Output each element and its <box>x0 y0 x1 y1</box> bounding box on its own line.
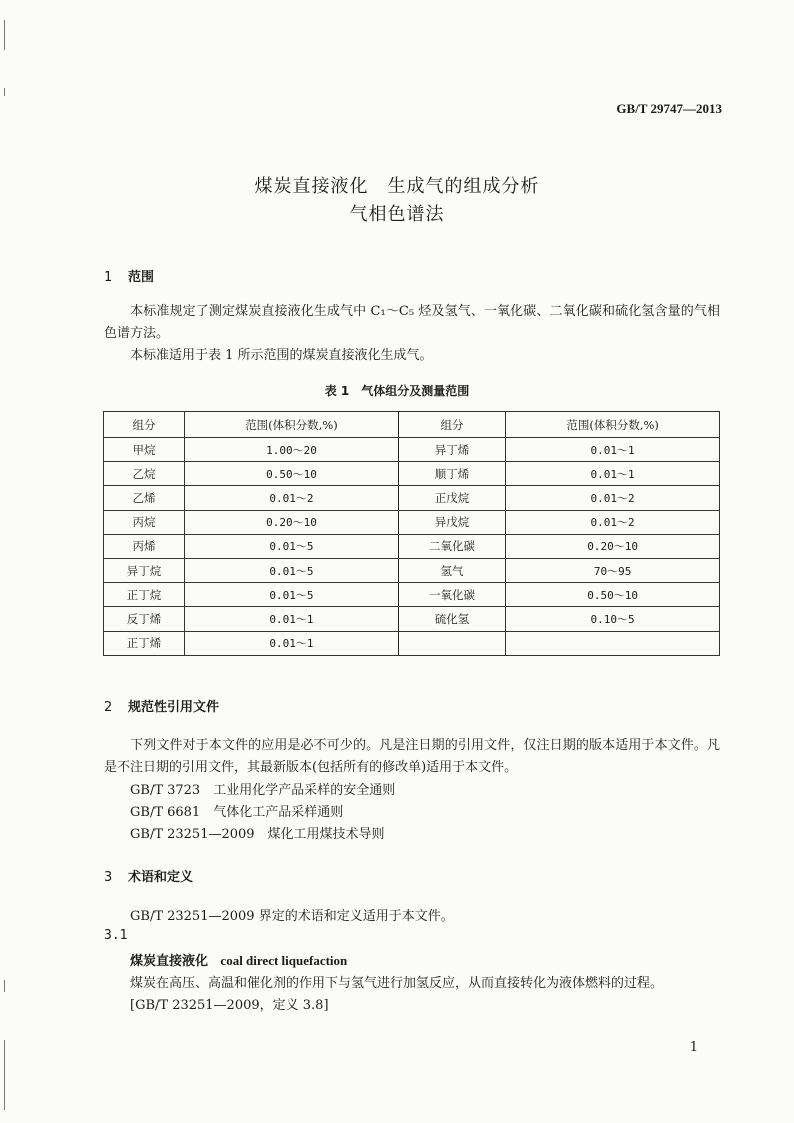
table-cell: 0.01～2 <box>506 486 720 510</box>
column-header: 范围(体积分数,%) <box>185 412 399 438</box>
term-definition: 煤炭在高压、高温和催化剂的作用下与氢气进行加氢反应，从而直接转化为液体燃料的过程。 <box>130 976 664 991</box>
table-cell: 正丁烯 <box>104 631 185 655</box>
table-cell: 0.01～5 <box>185 534 399 558</box>
section-number: 2 <box>104 700 113 715</box>
gas-composition-table <box>103 411 720 656</box>
table-row <box>104 462 720 486</box>
table-cell: 乙烯 <box>104 486 185 510</box>
section-2-heading <box>104 696 219 715</box>
table-cell: 0.20～10 <box>185 510 399 534</box>
table-cell: 0.01～5 <box>185 558 399 582</box>
table-cell: 0.01～1 <box>185 631 399 655</box>
table-cell: 0.01～2 <box>185 486 399 510</box>
column-header: 范围(体积分数,%) <box>506 412 720 438</box>
term-english: coal direct liquefaction <box>220 953 348 968</box>
table-cell: 0.50～10 <box>185 462 399 486</box>
table-row <box>104 583 720 607</box>
subsection-number: 3.1 <box>104 928 128 943</box>
term-entry <box>130 950 347 969</box>
table-caption: 表 1 气体组分及测量范围 <box>324 384 470 398</box>
paragraph-text: 本标准适用于表 1 所示范围的煤炭直接液化生成气。 <box>130 348 433 363</box>
table-cell: 反丁烯 <box>104 607 185 631</box>
paragraph-text: 下列文件对于本文件的应用是必不可少的。凡是注日期的引用文件，仅注日期的版本适用于本文件。凡是不注日期的引用文件，其最新版本(包括所有的修改单)适用于本文件。 <box>104 738 720 775</box>
table-cell: 丙烯 <box>104 534 185 558</box>
table-cell: 0.50～10 <box>506 583 720 607</box>
reference-item: GB/T 3723 工业用化学产品采样的安全通则 <box>130 783 396 798</box>
table-cell: 0.01～1 <box>185 607 399 631</box>
standard-code: GB/T 29747—2013 <box>616 101 722 116</box>
table-cell: 乙烷 <box>104 462 185 486</box>
table-cell: 甲烷 <box>104 438 185 462</box>
table-row <box>104 631 720 655</box>
section-1-paragraph-2 <box>104 345 720 367</box>
table-header-row <box>104 412 720 438</box>
section-title: 规范性引用文件 <box>128 700 220 715</box>
section-1-paragraph-1 <box>104 301 720 345</box>
table-cell: 0.01～1 <box>506 462 720 486</box>
table-cell <box>398 631 505 655</box>
section-1-heading <box>104 266 154 285</box>
reference-item: GB/T 6681 气体化工产品采样通则 <box>130 805 344 820</box>
table-cell <box>506 631 720 655</box>
term-source: [GB/T 23251—2009，定义 3.8] <box>130 998 329 1013</box>
table-cell: 0.20～10 <box>506 534 720 558</box>
section-3-paragraph: GB/T 23251—2009 界定的术语和定义适用于本文件。 <box>130 909 454 924</box>
table-cell: 0.01～2 <box>506 510 720 534</box>
table-cell: 0.01～5 <box>185 583 399 607</box>
scan-edge-marks <box>4 0 6 1123</box>
table-row <box>104 486 720 510</box>
table-cell: 1.00～20 <box>185 438 399 462</box>
table-row <box>104 534 720 558</box>
table-cell: 硫化氢 <box>398 607 505 631</box>
table-cell: 一氧化碳 <box>398 583 505 607</box>
page-number: 1 <box>689 1040 698 1055</box>
section-title: 范围 <box>128 270 155 285</box>
paragraph-text: 本标准规定了测定煤炭直接液化生成气中 C₁～C₅ 烃及氢气、一氧化碳、二氧化碳和硫化氢含量的气相色谱方法。 <box>104 304 720 341</box>
table-cell: 丙烷 <box>104 510 185 534</box>
table-row <box>104 558 720 582</box>
section-title: 术语和定义 <box>128 870 194 885</box>
table-cell: 顺丁烯 <box>398 462 505 486</box>
table-row <box>104 510 720 534</box>
table-cell: 二氧化碳 <box>398 534 505 558</box>
table-cell: 异丁烯 <box>398 438 505 462</box>
document-subtitle: 气相色谱法 <box>349 204 445 225</box>
section-number: 1 <box>104 270 113 285</box>
table-cell: 70～95 <box>506 558 720 582</box>
table-row <box>104 438 720 462</box>
column-header: 组分 <box>398 412 505 438</box>
table-cell: 0.10～5 <box>506 607 720 631</box>
table-cell: 异丁烷 <box>104 558 185 582</box>
table-row <box>104 607 720 631</box>
table-cell: 异戊烷 <box>398 510 505 534</box>
document-title: 煤炭直接液化 生成气的组成分析 <box>254 176 540 197</box>
section-2-paragraph <box>104 735 720 779</box>
table-cell: 正丁烷 <box>104 583 185 607</box>
section-3-heading <box>104 866 193 885</box>
term-chinese: 煤炭直接液化 <box>130 954 209 969</box>
table-cell: 0.01～1 <box>506 438 720 462</box>
section-number: 3 <box>104 870 113 885</box>
column-header: 组分 <box>104 412 185 438</box>
table-cell: 氢气 <box>398 558 505 582</box>
table-cell: 正戊烷 <box>398 486 505 510</box>
reference-item: GB/T 23251—2009 煤化工用煤技术导则 <box>130 827 385 842</box>
